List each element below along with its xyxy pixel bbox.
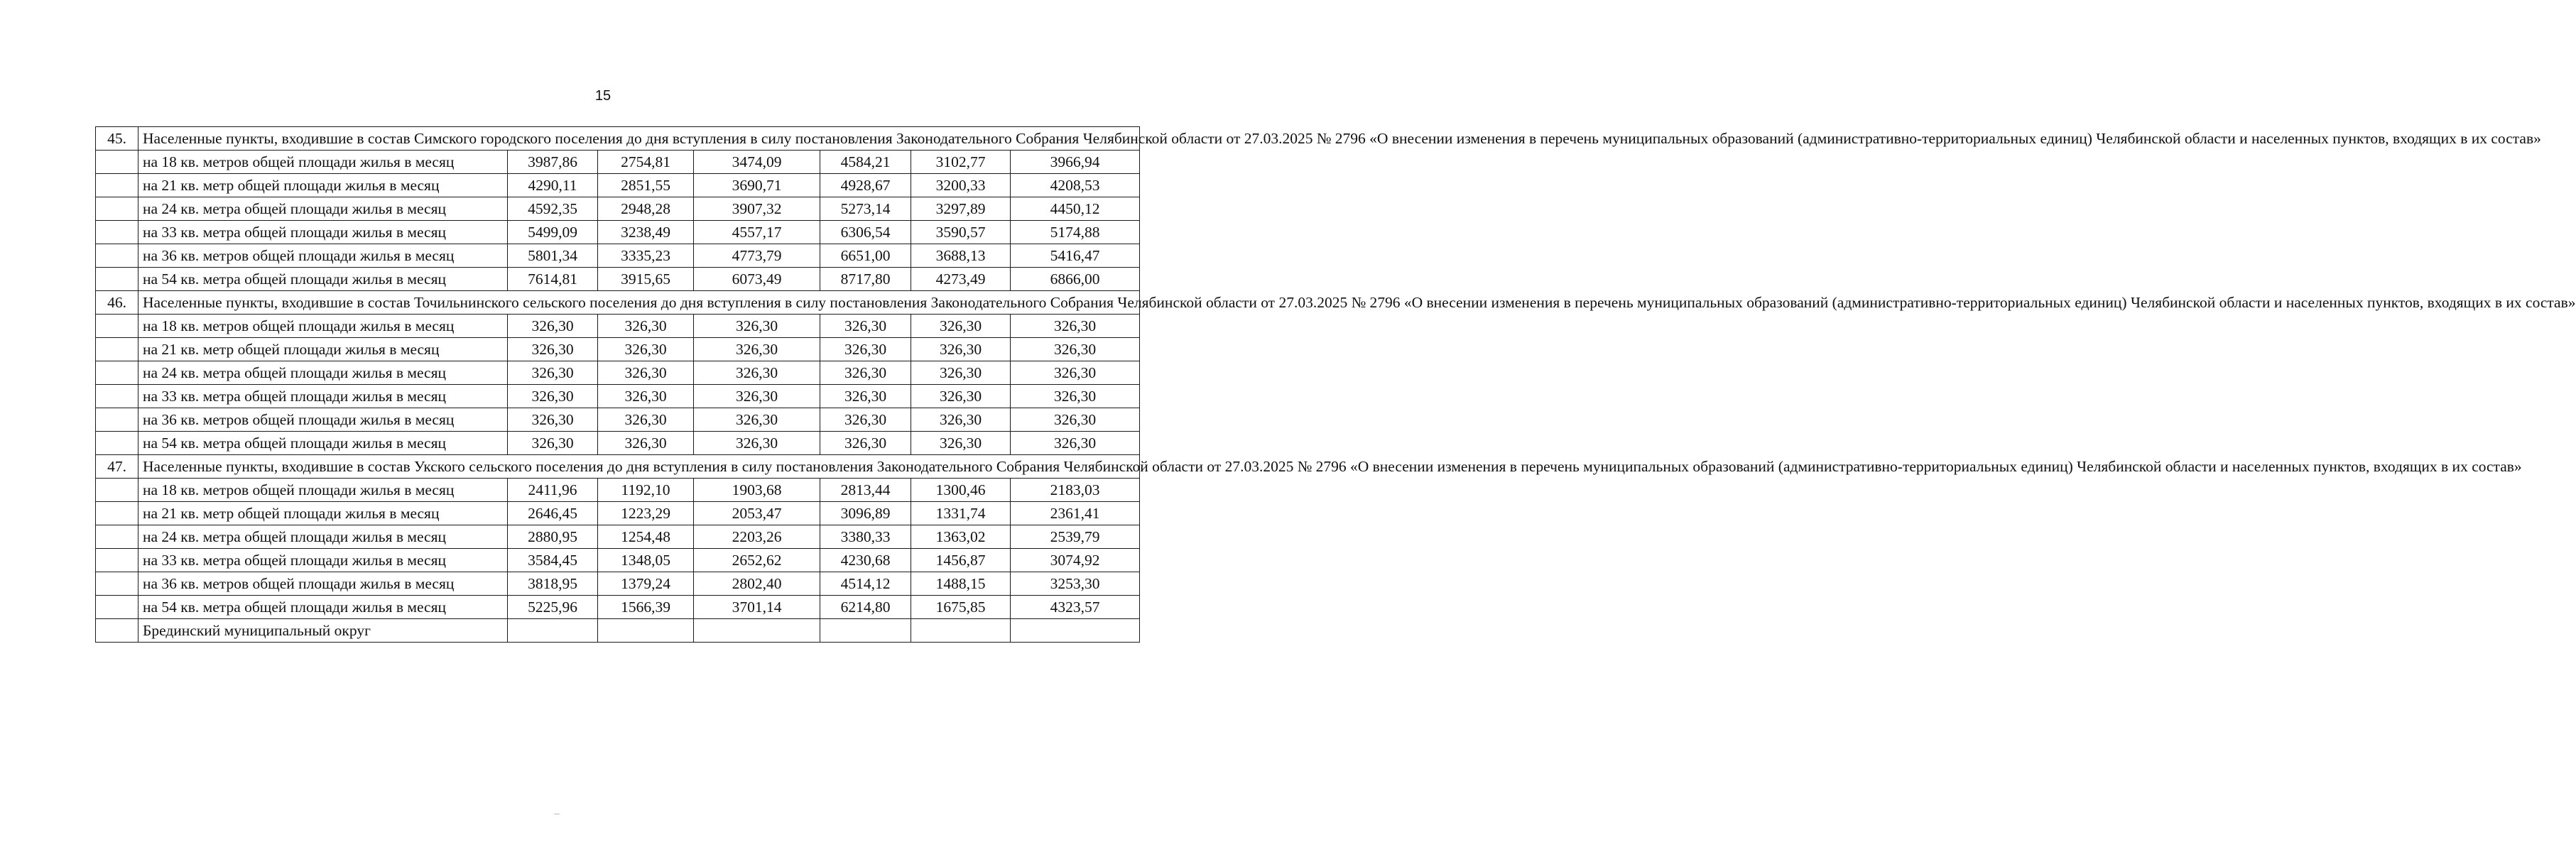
empty-num-cell: [96, 385, 138, 408]
value-cell: 5499,09: [508, 221, 598, 244]
row-label: на 18 кв. метров общей площади жилья в месяц: [138, 315, 508, 338]
value-cell: 3590,57: [911, 221, 1011, 244]
value-cell: 3688,13: [911, 244, 1011, 268]
row-label: на 36 кв. метров общей площади жилья в месяц: [138, 244, 508, 268]
value-cell: 3584,45: [508, 549, 598, 572]
value-cell: 326,30: [508, 432, 598, 455]
value-cell: 4208,53: [1011, 174, 1140, 197]
row-label: на 33 кв. метра общей площади жилья в месяц: [138, 221, 508, 244]
value-cell: 3907,32: [694, 197, 820, 221]
value-cell: 1300,46: [911, 479, 1011, 502]
value-cell: 326,30: [820, 315, 911, 338]
value-cell: 3987,86: [508, 151, 598, 174]
value-cell: 326,30: [508, 361, 598, 385]
empty-num-cell: [96, 151, 138, 174]
value-cell: 4928,67: [820, 174, 911, 197]
value-cell: 3690,71: [694, 174, 820, 197]
value-cell: 1566,39: [598, 596, 694, 619]
group-title: Населенные пункты, входившие в состав Симского городского поселения до дня вступления в силу постановления Законодательного Собрания Челябинской области от 27.03.2025 № 2796 «О внесении изменения в перечень муниципальных образований (административно-территориальных единиц) Челябинской области и населенных пунктов, входящих в их состав»: [138, 127, 1140, 151]
value-cell: 3701,14: [694, 596, 820, 619]
empty-num-cell: [96, 174, 138, 197]
empty-num-cell: [96, 221, 138, 244]
empty-num-cell: [96, 596, 138, 619]
value-cell: 2948,28: [598, 197, 694, 221]
table-row: [96, 361, 1140, 385]
value-cell: 326,30: [598, 315, 694, 338]
group-title: Населенные пункты, входившие в состав Укского сельского поселения до дня вступления в силу постановления Законодательного Собрания Челябинской области от 27.03.2025 № 2796 «О внесении изменения в перечень муниципальных образований (административно-территориальных единиц) Челябинской области и населенных пунктов, входящих в их состав»: [138, 455, 1140, 479]
table-row: [96, 572, 1140, 596]
value-cell: 4450,12: [1011, 197, 1140, 221]
empty-value-cell: [508, 619, 598, 643]
value-cell: 4230,68: [820, 549, 911, 572]
value-cell: 6214,80: [820, 596, 911, 619]
value-cell: 5416,47: [1011, 244, 1140, 268]
group-number: 46.: [96, 291, 138, 315]
row-label: на 54 кв. метра общей площади жилья в месяц: [138, 596, 508, 619]
empty-num-cell: [96, 432, 138, 455]
value-cell: 3253,30: [1011, 572, 1140, 596]
table-row: [96, 151, 1140, 174]
table-row: [96, 221, 1140, 244]
value-cell: 326,30: [911, 361, 1011, 385]
empty-value-cell: [1011, 619, 1140, 643]
row-label: на 54 кв. метра общей площади жилья в месяц: [138, 432, 508, 455]
empty-num-cell: [96, 361, 138, 385]
row-label: на 36 кв. метров общей площади жилья в месяц: [138, 408, 508, 432]
empty-num-cell: [96, 244, 138, 268]
value-cell: 3915,65: [598, 268, 694, 291]
group-header-row: [96, 127, 1140, 151]
row-label: на 24 кв. метра общей площади жилья в месяц: [138, 525, 508, 549]
value-cell: 326,30: [820, 338, 911, 361]
value-cell: 6866,00: [1011, 268, 1140, 291]
value-cell: 326,30: [820, 408, 911, 432]
value-cell: 1488,15: [911, 572, 1011, 596]
district-row: [96, 619, 1140, 643]
value-cell: 2539,79: [1011, 525, 1140, 549]
row-label: на 18 кв. метров общей площади жилья в месяц: [138, 151, 508, 174]
value-cell: 3096,89: [820, 502, 911, 525]
value-cell: 3966,94: [1011, 151, 1140, 174]
value-cell: 326,30: [694, 408, 820, 432]
value-cell: 326,30: [508, 315, 598, 338]
value-cell: 5273,14: [820, 197, 911, 221]
empty-num-cell: [96, 549, 138, 572]
value-cell: 326,30: [598, 385, 694, 408]
value-cell: 6306,54: [820, 221, 911, 244]
value-cell: 3818,95: [508, 572, 598, 596]
value-cell: 326,30: [598, 338, 694, 361]
value-cell: 1456,87: [911, 549, 1011, 572]
value-cell: 4290,11: [508, 174, 598, 197]
value-cell: 2851,55: [598, 174, 694, 197]
empty-value-cell: [820, 619, 911, 643]
value-cell: 2203,26: [694, 525, 820, 549]
value-cell: 7614,81: [508, 268, 598, 291]
table-row: [96, 268, 1140, 291]
value-cell: 326,30: [820, 385, 911, 408]
value-cell: 326,30: [820, 432, 911, 455]
value-cell: 3297,89: [911, 197, 1011, 221]
value-cell: 2183,03: [1011, 479, 1140, 502]
table-row: [96, 502, 1140, 525]
value-cell: 2652,62: [694, 549, 820, 572]
value-cell: 6073,49: [694, 268, 820, 291]
value-cell: 326,30: [820, 361, 911, 385]
value-cell: 1363,02: [911, 525, 1011, 549]
empty-num-cell: [96, 619, 138, 643]
table-row: [96, 338, 1140, 361]
value-cell: 326,30: [598, 361, 694, 385]
value-cell: 4773,79: [694, 244, 820, 268]
group-number: 45.: [96, 127, 138, 151]
value-cell: 3238,49: [598, 221, 694, 244]
value-cell: 326,30: [694, 315, 820, 338]
empty-num-cell: [96, 572, 138, 596]
group-header-row: [96, 455, 1140, 479]
table-row: [96, 315, 1140, 338]
value-cell: 326,30: [911, 315, 1011, 338]
empty-num-cell: [96, 525, 138, 549]
empty-value-cell: [694, 619, 820, 643]
value-cell: 5225,96: [508, 596, 598, 619]
value-cell: 1192,10: [598, 479, 694, 502]
table-row: [96, 549, 1140, 572]
value-cell: 3474,09: [694, 151, 820, 174]
row-label: на 24 кв. метра общей площади жилья в месяц: [138, 197, 508, 221]
group-number: 47.: [96, 455, 138, 479]
row-label: на 36 кв. метров общей площади жилья в месяц: [138, 572, 508, 596]
value-cell: 326,30: [1011, 408, 1140, 432]
row-label: на 33 кв. метра общей площади жилья в месяц: [138, 549, 508, 572]
empty-num-cell: [96, 502, 138, 525]
value-cell: 326,30: [1011, 315, 1140, 338]
value-cell: 326,30: [1011, 338, 1140, 361]
value-cell: 1254,48: [598, 525, 694, 549]
empty-num-cell: [96, 197, 138, 221]
value-cell: 2754,81: [598, 151, 694, 174]
value-cell: 1903,68: [694, 479, 820, 502]
table-row: [96, 432, 1140, 455]
value-cell: 326,30: [911, 385, 1011, 408]
value-cell: 5174,88: [1011, 221, 1140, 244]
empty-value-cell: [598, 619, 694, 643]
value-cell: 326,30: [694, 385, 820, 408]
value-cell: 326,30: [598, 432, 694, 455]
table-row: [96, 244, 1140, 268]
value-cell: 1675,85: [911, 596, 1011, 619]
value-cell: 2053,47: [694, 502, 820, 525]
value-cell: 326,30: [694, 338, 820, 361]
empty-num-cell: [96, 408, 138, 432]
value-cell: 326,30: [508, 408, 598, 432]
group-title: Населенные пункты, входившие в состав Точильнинского сельского поселения до дня вступления в силу постановления Законодательного Собрания Челябинской области от 27.03.2025 № 2796 «О внесении изменения в перечень муниципальных образований (административно-территориальных единиц) Челябинской области и населенных пунктов, входящих в их состав»: [138, 291, 1140, 315]
empty-num-cell: [96, 338, 138, 361]
value-cell: 4592,35: [508, 197, 598, 221]
value-cell: 2880,95: [508, 525, 598, 549]
district-name: Брединский муниципальный округ: [138, 619, 508, 643]
value-cell: 3102,77: [911, 151, 1011, 174]
row-label: на 21 кв. метр общей площади жилья в месяц: [138, 174, 508, 197]
row-label: на 21 кв. метр общей площади жилья в месяц: [138, 338, 508, 361]
value-cell: 8717,80: [820, 268, 911, 291]
value-cell: 326,30: [1011, 432, 1140, 455]
value-cell: 3335,23: [598, 244, 694, 268]
table-row: [96, 197, 1140, 221]
value-cell: 326,30: [598, 408, 694, 432]
tariff-table: [95, 126, 2576, 643]
row-label: на 18 кв. метров общей площади жилья в месяц: [138, 479, 508, 502]
group-header-row: [96, 291, 1140, 315]
value-cell: 326,30: [694, 432, 820, 455]
row-label: на 33 кв. метра общей площади жилья в месяц: [138, 385, 508, 408]
value-cell: 1331,74: [911, 502, 1011, 525]
table-row: [96, 174, 1140, 197]
value-cell: 1348,05: [598, 549, 694, 572]
value-cell: 2802,40: [694, 572, 820, 596]
empty-num-cell: [96, 315, 138, 338]
value-cell: 5801,34: [508, 244, 598, 268]
page-number: 15: [594, 88, 612, 104]
value-cell: 326,30: [911, 432, 1011, 455]
value-cell: 4557,17: [694, 221, 820, 244]
table-body: [96, 127, 2576, 643]
empty-num-cell: [96, 479, 138, 502]
value-cell: 3380,33: [820, 525, 911, 549]
table-row: [96, 479, 1140, 502]
value-cell: 2411,96: [508, 479, 598, 502]
value-cell: 326,30: [1011, 361, 1140, 385]
value-cell: 326,30: [1011, 385, 1140, 408]
value-cell: 2813,44: [820, 479, 911, 502]
value-cell: 326,30: [508, 338, 598, 361]
row-label: на 24 кв. метра общей площади жилья в месяц: [138, 361, 508, 385]
value-cell: 1223,29: [598, 502, 694, 525]
table-row: [96, 408, 1140, 432]
value-cell: 4514,12: [820, 572, 911, 596]
value-cell: 4273,49: [911, 268, 1011, 291]
value-cell: 326,30: [911, 408, 1011, 432]
value-cell: 2646,45: [508, 502, 598, 525]
table-row: [96, 596, 1140, 619]
value-cell: 3200,33: [911, 174, 1011, 197]
value-cell: 326,30: [694, 361, 820, 385]
value-cell: 326,30: [508, 385, 598, 408]
value-cell: 4323,57: [1011, 596, 1140, 619]
value-cell: 4584,21: [820, 151, 911, 174]
value-cell: 326,30: [911, 338, 1011, 361]
value-cell: 1379,24: [598, 572, 694, 596]
table-row: [96, 385, 1140, 408]
empty-value-cell: [911, 619, 1011, 643]
row-label: на 54 кв. метра общей площади жилья в месяц: [138, 268, 508, 291]
table-row: [96, 525, 1140, 549]
value-cell: 6651,00: [820, 244, 911, 268]
row-label: на 21 кв. метр общей площади жилья в месяц: [138, 502, 508, 525]
value-cell: 3074,92: [1011, 549, 1140, 572]
value-cell: 2361,41: [1011, 502, 1140, 525]
empty-num-cell: [96, 268, 138, 291]
